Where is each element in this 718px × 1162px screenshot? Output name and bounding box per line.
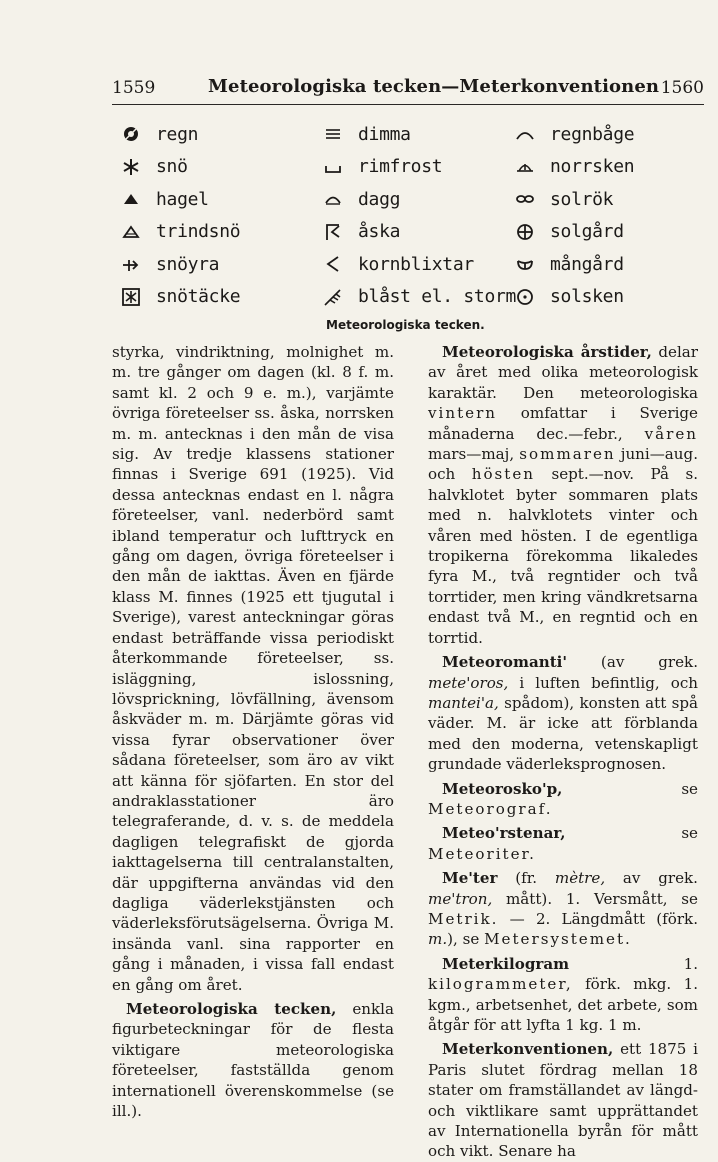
spaced-term: våren — [644, 424, 698, 443]
entry-text: förk. mkg. 1. kgm., arbetsenhet, det arbete, som åtgår för att lyfta 1 kg. 1 m. — [428, 975, 698, 1034]
page-number-right: 1560 — [660, 78, 704, 98]
moon-halo-icon — [514, 253, 536, 275]
symbol-label: solrök — [550, 188, 614, 210]
continued-paragraph: styrka, vindriktning, molnighet m. m. tre gånger om dagen (kl. 8 f. m. samt kl. 2 och 9 e. m.), varjämte övriga företeelser ss. åska, norrsken m. m. antecknas i den mån de visa sig. Av tredje klassens stationer finnas i Sverige 691 (1925). Vid dessa antecknas endast en l. några företeelser, vanl. nederbörd samt ibland temperatur och lufttryck en gång om dagen, övriga företeelser i den mån de iakttas. Även en fjärde klass M. finnes (1925 ett tjugutal i Sverige), varest anteckningar göras endast beträffande vissa periodiskt återkommande företeelser, ss. isläggning, islossning, lövsprickning, lövfällning, ävensom åskväder m. m. Därjämte göras vid vissa fyrar observationer över sådana företeelser, som äro av vikt att känna för sjöfarten. En stor del andraklasstationer äro telegraferande, d. v. s. de meddela dagligen telegrafiskt de gjorda iakttagelserna till centralanstalten, där uppgifterna användas vid den dagliga väderlekstjänsten och väderleksförutsägelserna. Övriga M. insända vanl. sina rapporter en gång i månaden, i vissa fall endast en gång om året. — [112, 343, 394, 994]
entry-headword: Meteorologiska tecken, — [126, 1000, 337, 1018]
entry-text: ), se — [447, 930, 485, 949]
symbol-table — [112, 118, 704, 314]
sleet-open-triangle-icon — [120, 221, 142, 243]
symbol-row — [322, 118, 516, 151]
symbol-row — [514, 216, 634, 249]
symbol-label: mångård — [550, 253, 624, 275]
rainbow-arc-icon — [514, 123, 536, 145]
storm-flag-icon — [322, 286, 344, 308]
entry-meterkonventionen — [428, 1039, 698, 1161]
entry-text: i luften befintlig, och — [508, 673, 698, 692]
symbol-label: dagg — [358, 188, 401, 210]
aurora-arc-icon — [514, 156, 536, 178]
cross-reference: Meteorograf. — [428, 799, 553, 818]
symbol-row — [120, 118, 240, 151]
symbol-column-3 — [514, 118, 634, 313]
entry-text: juni—aug. och — [428, 445, 698, 484]
entry-meterkilogram — [428, 954, 698, 1036]
symbol-label: rimfrost — [358, 156, 443, 178]
symbol-row — [120, 151, 240, 184]
entry-text: sept.—nov. På s. halvklotet byter sommaren plats med n. halvklotets vinter och våren med hösten. I de egentliga tropikerna förekomma likaledes fyra M., två regntider och två torrtider, men kring vändkretsarna endast två M., en regntid och en torrtid. — [428, 465, 698, 647]
symbol-column-1 — [120, 118, 240, 313]
cross-reference: Meteoriter. — [428, 844, 536, 863]
symbol-row — [322, 216, 516, 249]
symbol-row — [514, 248, 634, 281]
entry-headword: Meteorosko'p, — [442, 779, 563, 798]
symbol-row — [120, 248, 240, 281]
symbol-row — [120, 216, 240, 249]
fog-three-lines-icon — [322, 123, 344, 145]
entry-meter — [428, 868, 698, 950]
entry-meteoroskop — [428, 779, 698, 820]
symbol-label: trindsnö — [156, 221, 241, 243]
entry-text: av grek. — [605, 869, 698, 888]
entry-headword: Meterkilogram — [442, 954, 570, 973]
entry-meteorologiska-arstider — [428, 342, 698, 648]
symbol-row — [322, 183, 516, 216]
symbol-row — [322, 151, 516, 184]
figure-caption: Meteorologiska tecken. — [326, 318, 485, 332]
entry-text: delar av året med olika meteorologisk karaktär. Den meteorologiska — [428, 343, 698, 402]
hoarfrost-bracket-icon — [322, 156, 344, 178]
entry-text: ett 1875 i Paris slutet fördrag mellan 18 stater om framställandet av längd- och viktlikare samt upprättandet av Internationella byrån för mått och vikt. Senare ha — [428, 1040, 698, 1161]
symbol-label: regn — [156, 123, 199, 145]
symbol-label: snö — [156, 156, 188, 178]
entry-headword: Meteoromanti' — [442, 653, 568, 672]
cross-reference: Metrik. — [428, 909, 499, 928]
symbol-label: regnbåge — [550, 123, 635, 145]
italic-term: mete'oros, — [428, 673, 509, 692]
page-number-left: 1559 — [112, 78, 156, 98]
symbol-row — [514, 183, 634, 216]
spaced-term: sommaren — [519, 445, 616, 464]
symbol-label: dimma — [358, 123, 411, 145]
symbol-column-2 — [322, 118, 516, 313]
left-column — [112, 342, 394, 1121]
entry-text: (av grek. — [567, 653, 698, 672]
symbol-label: solgård — [550, 221, 624, 243]
symbol-row — [514, 281, 634, 314]
italic-term: mètre, — [554, 869, 606, 888]
symbol-row — [120, 183, 240, 216]
entry-text: se — [562, 779, 698, 798]
header-rule — [112, 104, 704, 105]
symbol-label: solsken — [550, 286, 624, 308]
symbol-label: snötäcke — [156, 286, 241, 308]
entry-headword: Me'ter — [442, 869, 498, 888]
italic-term: m. — [428, 930, 448, 949]
symbol-row — [514, 151, 634, 184]
drifting-snow-arrow-icon — [120, 253, 142, 275]
entry-text: mars—maj, — [428, 445, 520, 464]
entry-text: (fr. — [497, 869, 555, 888]
entry-meteorstenar — [428, 823, 698, 864]
entry-text: omfattar i Sverige månaderna dec.—febr., — [428, 404, 698, 443]
symbol-label: kornblixtar — [358, 253, 474, 275]
snow-cover-box-icon — [120, 286, 142, 308]
symbol-label: snöyra — [156, 253, 220, 275]
snow-star-icon — [120, 156, 142, 178]
entry-text: — 2. Längdmått (förk. — [498, 909, 698, 928]
entry-meteorologiska-tecken — [112, 999, 394, 1121]
rain-dot-circle-icon — [120, 123, 142, 145]
entry-text: 1. — [569, 954, 698, 973]
cross-reference: Metersystemet. — [484, 930, 632, 949]
symbol-label: blåst el. storm — [358, 286, 517, 308]
dew-arc-icon — [322, 188, 344, 210]
symbol-label: åska — [358, 221, 401, 243]
thunder-bracket-icon — [322, 221, 344, 243]
spaced-term: vintern — [428, 404, 498, 423]
entry-headword: Meterkonventionen, — [442, 1040, 614, 1059]
entry-text: se — [565, 824, 698, 843]
symbol-row — [322, 281, 516, 314]
symbol-label: norrsken — [550, 156, 635, 178]
italic-term: mantei'a, — [428, 693, 499, 712]
symbol-row — [120, 281, 240, 314]
symbol-row — [514, 118, 634, 151]
spaced-term: hösten — [471, 465, 535, 484]
cross-reference: kilogrammeter, — [428, 975, 573, 994]
sunshine-circle-icon — [514, 286, 536, 308]
entry-meteoromanti — [428, 652, 698, 774]
sun-halo-cross-icon — [514, 221, 536, 243]
entry-text: spådom), konsten att spå väder. M. är icke att förblanda med den moderna, vetenskapligt grundade väderleksprognosen. — [428, 693, 698, 774]
running-title: Meteorologiska tecken—Meterkonventionen — [208, 76, 660, 97]
right-column — [428, 342, 698, 1162]
running-header — [112, 74, 704, 104]
symbol-row — [322, 248, 516, 281]
entry-text: mått). 1. Versmått, se — [492, 889, 698, 908]
haze-infinity-icon — [514, 188, 536, 210]
entry-headword: Meteo'rstenar, — [442, 824, 566, 843]
lightning-angle-icon — [322, 253, 344, 275]
hail-triangle-icon — [120, 188, 142, 210]
entry-text: enkla figurbeteckningar för de flesta viktigare meteorologiska företeelser, fastställda genom internationell överenskommelse (se ill.). — [112, 1000, 394, 1121]
entry-headword: Meteorologiska årstider, — [442, 343, 652, 361]
symbol-label: hagel — [156, 188, 209, 210]
italic-term: me'tron, — [428, 889, 493, 908]
